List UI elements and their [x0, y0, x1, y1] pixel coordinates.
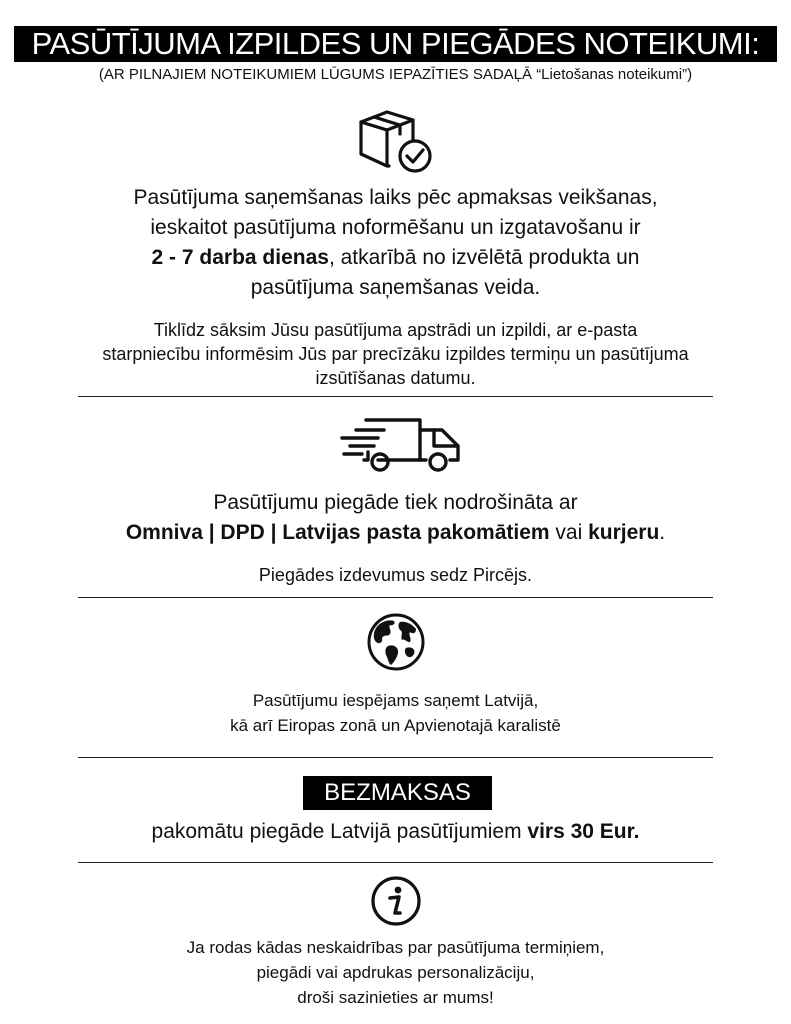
free-badge: BEZMAKSAS [303, 776, 492, 810]
page-subtitle: (AR PILNAJIEM NOTEIKUMIEM LŪGUMS IEPAZĪTIES SADAĻĀ “Lietošanas noteikumi”) [98, 66, 693, 83]
delivery-cost-note: Piegādes izdevumus sedz Pircējs. [258, 565, 533, 585]
info-icon [370, 875, 422, 927]
free-delivery-text: pakomātu piegāde Latvijā pasūtījumiem virs 30 Eur. [151, 820, 640, 843]
order-note-text: Tiklīdz sāksim Jūsu pasūtījuma apstrādi un izpildi, ar e-pasta starpniecību informēsim Jūs par precīzāku izpildes termiņu un pasūtījuma izsūtīšanas datumu. [102, 320, 689, 388]
divider [78, 396, 713, 397]
region-text: Pasūtījumu iespējams saņemt Latvijā, kā arī Eiropas zonā un Apvienotajā karalistē [230, 691, 561, 735]
box-check-icon [355, 106, 439, 178]
order-time-text: Pasūtījuma saņemšanas laiks pēc apmaksas veikšanas, ieskaitot pasūtījuma noformēšanu un izgatavošanu ir 2 - 7 darba dienas, atkarībā no izvēlētā produkta un pasūtījuma saņemšanas veida. [133, 186, 658, 299]
divider [78, 862, 713, 863]
delivery-text: Pasūtījumu piegāde tiek nodrošināta ar Omniva | DPD | Latvijas pasta pakomātiem vai kurjeru. [125, 491, 666, 544]
contact-text: Ja rodas kādas neskaidrības par pasūtījuma termiņiem, piegādi vai apdrukas personalizāciju, droši sazinieties ar mums! [186, 938, 605, 1007]
page-title: PASŪTĪJUMA IZPILDES UN PIEGĀDES NOTEIKUMI: [14, 26, 777, 62]
divider [78, 597, 713, 598]
delivery-truck-icon [338, 410, 466, 476]
globe-icon [366, 612, 426, 672]
divider [78, 757, 713, 758]
